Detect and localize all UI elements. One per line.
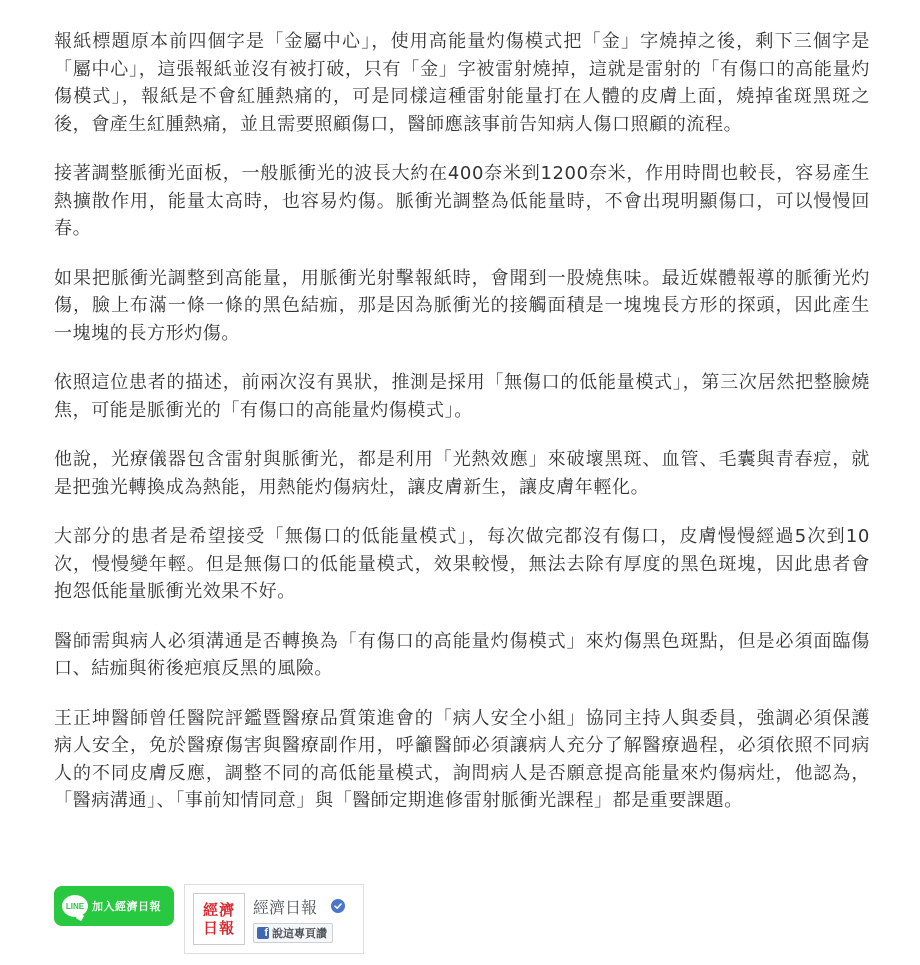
newspaper-logo[interactable] [193, 893, 245, 945]
line-icon-text: LINE [65, 901, 85, 911]
article-paragraph-6: 大部分的患者是希望接受「無傷口的低能量模式」，每次做完都沒有傷口，皮膚慢慢經過5次到10次，慢慢變年輕。但是無傷口的低能量模式，效果較慢，無法去除有厚度的黑色斑塊，因此患者會抱怨低能量脈衝光效果不好。 [54, 526, 870, 602]
facebook-page-card [184, 884, 364, 954]
article-paragraph-2: 接著調整脈衝光面板，一般脈衝光的波長大約在400奈米到1200奈米，作用時間也較長，容易產生熱擴散作用，能量太高時，也容易灼傷。脈衝光調整為低能量時，不會出現明顯傷口，可以慢慢回春。 [54, 163, 870, 239]
article-paragraph-4: 依照這位患者的描述，前兩次沒有異狀，推測是採用「無傷口的低能量模式」，第三次居然把整臉燒焦，可能是脈衝光的「有傷口的高能量灼傷模式」。 [54, 372, 870, 421]
article-paragraph-8: 王正坤醫師曾任醫院評鑑暨醫療品質策進會的「病人安全小組」協同主持人與委員，強調必須保護病人安全，免於醫療傷害與醫療副作用，呼籲醫師必須讓病人充分了解醫療過程，必須依照不同病人的不同皮膚反應，調整不同的高低能量模式，詢問病人是否願意提高能量來灼傷病灶，他認為，「醫病溝通」、「事前知情同意」與「醫師定期進修雷射脈衝光課程」都是重要課題。 [54, 707, 870, 811]
line-add-friend-button[interactable] [54, 886, 174, 926]
article-paragraph-5: 他說，光療儀器包含雷射與脈衝光，都是利用「光熱效應」來破壞黑斑、血管、毛囊與青春痘，就是把強光轉換成為熱能，用熱能灼傷病灶，讓皮膚新生，讓皮膚年輕化。 [54, 449, 870, 498]
facebook-icon [257, 927, 269, 939]
newspaper-logo-line1: 經濟 [202, 901, 235, 919]
line-icon [62, 895, 88, 917]
article-paragraph-1: 報紙標題原本前四個字是「金屬中心」，使用高能量灼傷模式把「金」字燒掉之後，剩下三個字是「屬中心」，這張報紙並沒有被打破，只有「金」字被雷射燒掉，這就是雷射的「有傷口的高能量灼傷模式」，報紙是不會紅腫熱痛的，可是同樣這種雷射能量打在人體的皮膚上面，燒掉雀斑黑斑之後，會產生紅腫熱痛，並且需要照顧傷口，醫師應該事前告知病人傷口照顧的流程。 [54, 31, 870, 135]
facebook-page-name-link[interactable]: 經濟日報 [253, 898, 318, 917]
social-footer [54, 884, 874, 956]
facebook-like-button[interactable] [253, 923, 333, 943]
article-paragraph-7: 醫師需與病人必須溝通是否轉換為「有傷口的高能量灼傷模式」來灼傷黑色斑點，但是必須面臨傷口、結痂與術後疤痕反黑的風險。 [54, 630, 870, 679]
facebook-icon-text: f [264, 927, 268, 939]
article-paragraph-3: 如果把脈衝光調整到高能量，用脈衝光射擊報紙時，會聞到一股燒焦味。最近媒體報導的脈衝光灼傷，臉上布滿一條一條的黑色結痂，那是因為脈衝光的接觸面積是一塊塊長方形的探頭，因此產生一塊塊的長方形灼傷。 [54, 267, 870, 344]
line-button-label: 加入經濟日報 [92, 900, 161, 913]
checkmark-icon [333, 901, 343, 911]
verified-badge-icon [331, 899, 345, 913]
article-body [54, 28, 870, 837]
facebook-like-label: 說這專頁讚 [272, 927, 327, 940]
newspaper-logo-line2: 日報 [202, 919, 235, 937]
